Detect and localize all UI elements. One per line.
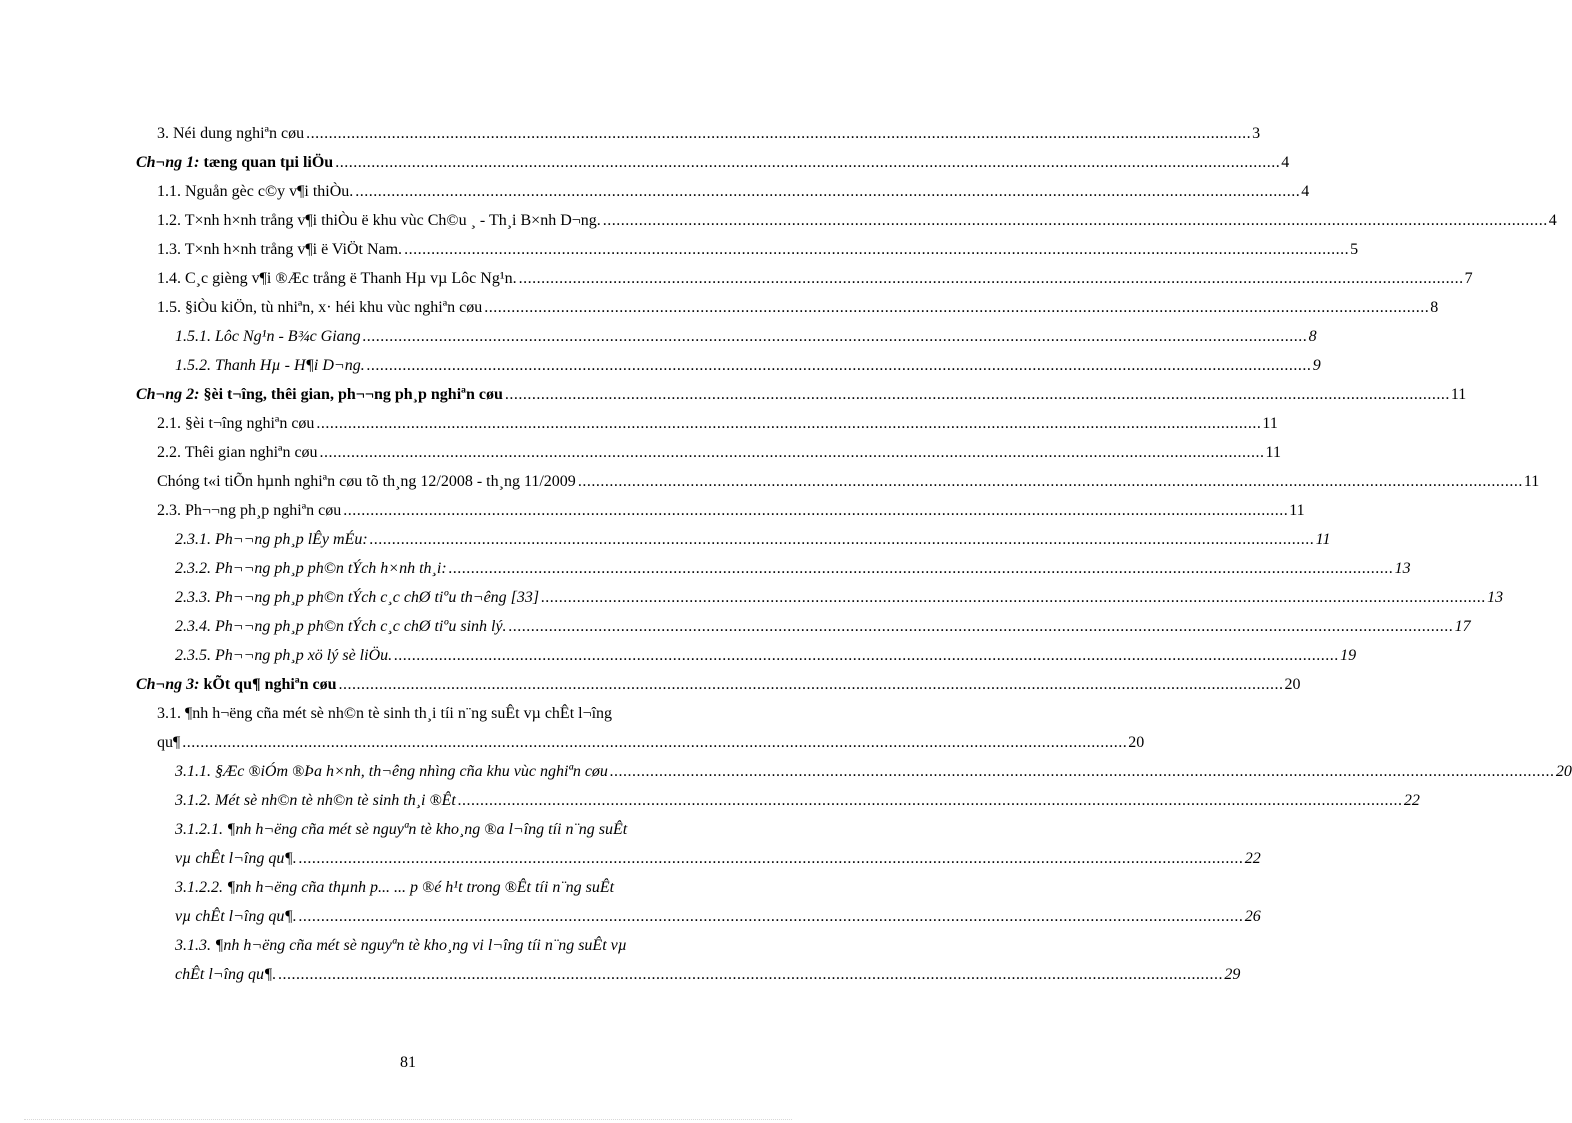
toc-leader: ..................................................................................................................................................................................................................	[319, 444, 1265, 461]
toc-leader: ..................................................................................................................................................................................................................	[306, 125, 1252, 142]
toc-page: 22	[1403, 792, 1420, 809]
chapter-title: §èi t¬îng, thêi gian, ph¬¬ng ph¸p nghiªn cøu	[199, 386, 503, 403]
toc-entry	[157, 231, 1359, 260]
toc-entry-text: 2.3.5. Ph¬¬ng ph¸p xö lý sè liÖu.	[175, 647, 393, 664]
toc-entry-text: 2.3.2. Ph¬¬ng ph¸p ph©n tÝch h×nh th¸i:	[175, 560, 447, 577]
toc-entry	[157, 289, 1439, 318]
toc-entry-text: 2.3. Ph¬¬ng ph¸p nghiªn cøu	[157, 502, 342, 519]
toc-leader: ..................................................................................................................................................................................................................	[404, 241, 1350, 258]
toc-subentry-wrapped-last	[175, 898, 1261, 927]
toc-entry-text: qu¶	[157, 734, 181, 751]
toc-page: 13	[1394, 560, 1411, 577]
toc-page: 4	[1281, 154, 1290, 171]
toc-entry-text: 2.1. §èi t¬îng nghiªn cøu	[157, 415, 315, 432]
page-number: 81	[400, 1054, 416, 1071]
toc-leader: ..................................................................................................................................................................................................................	[609, 763, 1555, 780]
toc-page: 4	[1301, 183, 1310, 200]
toc-page: 20	[1284, 676, 1301, 693]
toc-subentry-wrapped-first	[175, 811, 713, 840]
chapter-title: tæng quan tµi liÖu	[199, 154, 334, 171]
toc-leader: ..................................................................................................................................................................................................................	[355, 183, 1301, 200]
toc-leader: ..................................................................................................................................................................................................................	[182, 734, 1128, 751]
toc-entry-text: 1.5.2. Thanh Hµ - H¶i D¬ng.	[175, 357, 365, 374]
toc-entry-text: 1.5.1. Lôc Ng¹n - B¾c Giang	[175, 328, 361, 345]
toc-subentry	[175, 579, 1504, 608]
toc-chapter	[136, 376, 1467, 405]
toc-subentry	[175, 550, 1411, 579]
toc-entry-text: chÊt l¬îng qu¶.	[175, 966, 277, 983]
toc-entry-text: vµ chÊt l¬îng qu¶.	[175, 850, 297, 867]
toc-leader: ..................................................................................................................................................................................................................	[338, 676, 1284, 693]
toc-subentry	[175, 637, 1357, 666]
toc-entry-text: vµ chÊt l¬îng qu¶.	[175, 908, 297, 925]
toc-page: 11	[1523, 473, 1540, 490]
toc-page: 7	[1464, 270, 1473, 287]
toc-entry	[157, 202, 1557, 231]
toc-page: 20	[1555, 763, 1572, 780]
toc-leader: ..................................................................................................................................................................................................................	[394, 647, 1340, 664]
toc-page: 26	[1244, 908, 1261, 925]
toc-entry	[157, 463, 1540, 492]
toc-leader: ..................................................................................................................................................................................................................	[298, 850, 1244, 867]
toc-subentry-wrapped-last	[175, 956, 1241, 985]
toc-leader: ..................................................................................................................................................................................................................	[316, 415, 1262, 432]
toc-subentry	[175, 782, 1420, 811]
toc-entry-wrapped-last	[157, 724, 1145, 753]
toc-subentry	[175, 753, 1572, 782]
toc-entry-text: 3.1.1. §Æc ®iÓm ®Þa h×nh, th¬êng nhìng cña khu vùc nghiªn cøu	[175, 763, 608, 780]
toc-page: 11	[1265, 444, 1281, 461]
toc-leader: ..................................................................................................................................................................................................................	[362, 328, 1308, 345]
toc-entry-text: 3.1.2. Mét sè nh©n tè nh©n tè sinh th¸i ®Êt	[175, 792, 456, 809]
toc-page: 11	[1315, 531, 1331, 548]
toc-leader: ..................................................................................................................................................................................................................	[278, 966, 1224, 983]
toc-leader: ..................................................................................................................................................................................................................	[518, 270, 1464, 287]
toc-leader: ..................................................................................................................................................................................................................	[343, 502, 1289, 519]
toc-leader: ..................................................................................................................................................................................................................	[448, 560, 1394, 577]
toc-entry-text: 3.1. ¶nh h¬ëng cña mét sè nh©n tè sinh th¸i tíi n¨ng suÊt vµ chÊt l¬îng	[157, 705, 613, 722]
toc-leader: ..................................................................................................................................................................................................................	[335, 154, 1281, 171]
toc-entry-text: 1.3. T×nh h×nh trång v¶i ë ViÖt Nam.	[157, 241, 403, 258]
toc-subentry-wrapped-last	[175, 840, 1261, 869]
toc-leader: ..................................................................................................................................................................................................................	[484, 299, 1430, 316]
toc-leader: ..................................................................................................................................................................................................................	[298, 908, 1244, 925]
toc-page: 22	[1244, 850, 1261, 867]
toc-subentry	[175, 608, 1471, 637]
toc-entry-text: 2.2. Thêi gian nghiªn cøu	[157, 444, 318, 461]
toc-leader: ..................................................................................................................................................................................................................	[504, 386, 1450, 403]
chapter-label: Ch¬ng 3:	[136, 676, 200, 693]
toc-page: 9	[1312, 357, 1321, 374]
toc-entry-text: 2.3.1. Ph¬¬ng ph¸p lÊy mÉu:	[175, 531, 368, 548]
toc-entry-text: 1.2. T×nh h×nh trång v¶i thiÒu ë khu vùc Ch©u ¸ - Th¸i B×nh D¬ng.	[157, 212, 601, 229]
toc-entry	[157, 434, 1281, 463]
toc-page: 5	[1350, 241, 1359, 258]
toc-leader: ..................................................................................................................................................................................................................	[369, 531, 1315, 548]
toc-entry-text: 1.4. C¸c gièng v¶i ®Æc trång ë Thanh Hµ vµ Lôc Ng¹n.	[157, 270, 517, 287]
toc-page: 19	[1340, 647, 1357, 664]
toc-page: 20	[1128, 734, 1145, 751]
toc-subentry-wrapped-first	[175, 869, 713, 898]
toc-page: 11	[1262, 415, 1278, 432]
toc-entry	[157, 260, 1473, 289]
toc-chapter	[136, 144, 1290, 173]
toc-entry-text: 3.1.2.2. ¶nh h¬ëng cña thµnh p... ... p ®é h¹t trong ®Êt tíi n¨ng suÊt	[175, 879, 615, 896]
toc-entry-text: Chóng t«i tiÕn hµnh nghiªn cøu tõ th¸ng 12/2008 - th¸ng 11/2009	[157, 473, 576, 490]
toc-entry	[157, 492, 1305, 521]
toc-leader: ..................................................................................................................................................................................................................	[577, 473, 1523, 490]
toc-page: 8	[1430, 299, 1439, 316]
toc-leader: ..................................................................................................................................................................................................................	[457, 792, 1403, 809]
toc-entry	[157, 173, 1310, 202]
toc-page: 8	[1308, 328, 1317, 345]
toc-page: 11	[1450, 386, 1467, 403]
toc-entry	[157, 405, 1278, 434]
toc-subentry	[175, 318, 1317, 347]
toc-page: 17	[1454, 618, 1471, 635]
toc-entry-text: 2.3.4. Ph¬¬ng ph¸p ph©n tÝch c¸c chØ tiºu sinh lý.	[175, 618, 507, 635]
toc-chapter	[136, 666, 1301, 695]
toc-entry-text: 1.1. Nguån gèc c©y v¶i thiÒu.	[157, 183, 354, 200]
toc-leader: ..................................................................................................................................................................................................................	[602, 212, 1548, 229]
toc-page: 11	[1289, 502, 1305, 519]
toc-entry-text: 2.3.3. Ph¬¬ng ph¸p ph©n tÝch c¸c chØ tiºu th¬êng [33]	[175, 589, 540, 606]
page-edge-divider	[24, 1119, 792, 1120]
toc-entry-text: 3.1.2.1. ¶nh h¬ëng cña mét sè nguyªn tè kho¸ng ®a l¬îng tíi n¨ng suÊt	[175, 821, 628, 838]
toc-subentry-wrapped-first	[175, 927, 713, 956]
toc-page: 29	[1224, 966, 1241, 983]
toc-entry-text: 3. Néi dung nghiªn cøu	[157, 125, 305, 142]
toc-leader: ..................................................................................................................................................................................................................	[541, 589, 1487, 606]
toc-leader: ..................................................................................................................................................................................................................	[508, 618, 1454, 635]
toc-entry-wrapped-first	[157, 695, 713, 724]
toc-page: 3	[1252, 125, 1261, 142]
chapter-title: kÕt qu¶ nghiªn cøu	[199, 676, 337, 693]
chapter-label: Ch¬ng 2:	[136, 386, 200, 403]
chapter-label: Ch¬ng 1:	[136, 154, 200, 171]
toc-entry	[157, 115, 1261, 144]
toc-leader: ..................................................................................................................................................................................................................	[366, 357, 1312, 374]
toc-entry-text: 1.5. §iÒu kiÖn, tù nhiªn, x· héi khu vùc nghiªn cøu	[157, 299, 483, 316]
toc-subentry	[175, 347, 1321, 376]
toc-page: 13	[1487, 589, 1504, 606]
toc-page: 4	[1548, 212, 1557, 229]
toc-entry-text: 3.1.3. ¶nh h¬ëng cña mét sè nguyªn tè kho¸ng vi l¬îng tíi n¨ng suÊt vµ	[175, 937, 627, 954]
toc-subentry	[175, 521, 1331, 550]
